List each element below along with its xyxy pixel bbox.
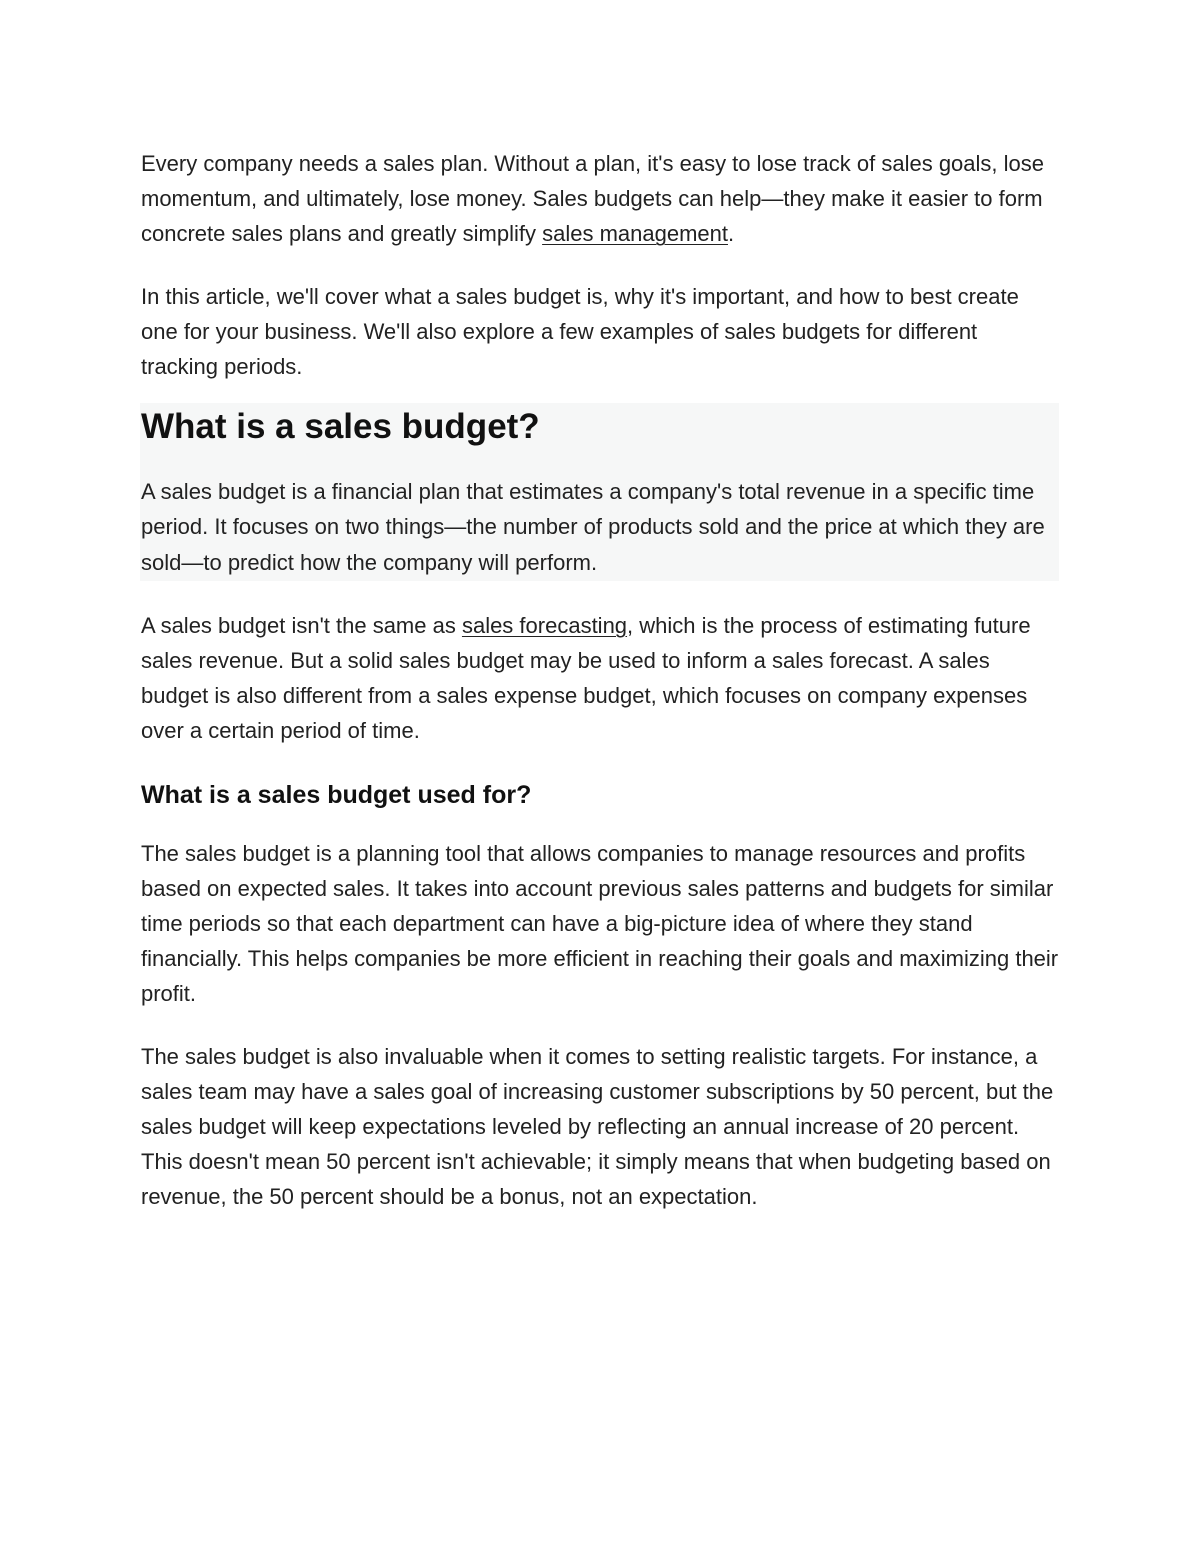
intro-paragraph-1-end: . — [727, 221, 735, 247]
used-for-paragraph-1: The sales budget is a planning tool that allows companies to manage resources and profits based on expected sales. It takes into account previous sales patterns and budgets for similar time periods so that each department can have a big-picture idea of where they stand financially. This helps companies be more efficient in reaching their goals and maximizing their profit. — [141, 840, 1059, 1007]
sales-management-link[interactable]: sales management — [542, 221, 728, 247]
comparison-paragraph — [141, 608, 1059, 749]
definition-highlight-box — [140, 403, 1059, 581]
heading-what-is-sales-budget: What is a sales budget? — [141, 407, 540, 447]
intro-paragraph-2: In this article, we'll cover what a sales budget is, why it's important, and how to best create one for your business. We'll also explore a few examples of sales budgets for different tracking periods. — [141, 283, 1019, 380]
intro-paragraph-1-text: Every company needs a sales plan. Without a plan, it's easy to lose track of sales goals, lose momentum, and ultimately, lose money. Sales budgets can help—they make it easier to form concrete sales plans and greatly simplify — [141, 151, 1044, 247]
definition-paragraph: A sales budget is a financial plan that estimates a company's total revenue in a specific time period. It focuses on two things—the number of products sold and the price at which they are sold—to predict how the company will perform. — [141, 479, 1045, 575]
article-page — [141, 146, 1059, 1215]
comparison-paragraph-start: A sales budget isn't the same as — [141, 612, 462, 638]
comparison-paragraph-rest: , which is the process of estimating future sales revenue. But a solid sales budget may be used to inform a sales forecast. A sales budget is also different from a sales expense budget, which focuses on company expenses over a certain period of time. — [141, 612, 1031, 744]
heading-used-for: What is a sales budget used for? — [141, 780, 532, 809]
intro-paragraph-1 — [141, 146, 1059, 252]
used-for-paragraph-2: The sales budget is also invaluable when it comes to setting realistic targets. For instance, a sales team may have a sales goal of increasing customer subscriptions by 50 percent, but the sales budget will keep expectations leveled by reflecting an annual increase of 20 percent. This doesn't mean 50 percent isn't achievable; it simply means that when budgeting based on revenue, the 50 percent should be a bonus, not an expectation. — [141, 1043, 1054, 1210]
sales-forecasting-link[interactable]: sales forecasting — [461, 612, 628, 638]
